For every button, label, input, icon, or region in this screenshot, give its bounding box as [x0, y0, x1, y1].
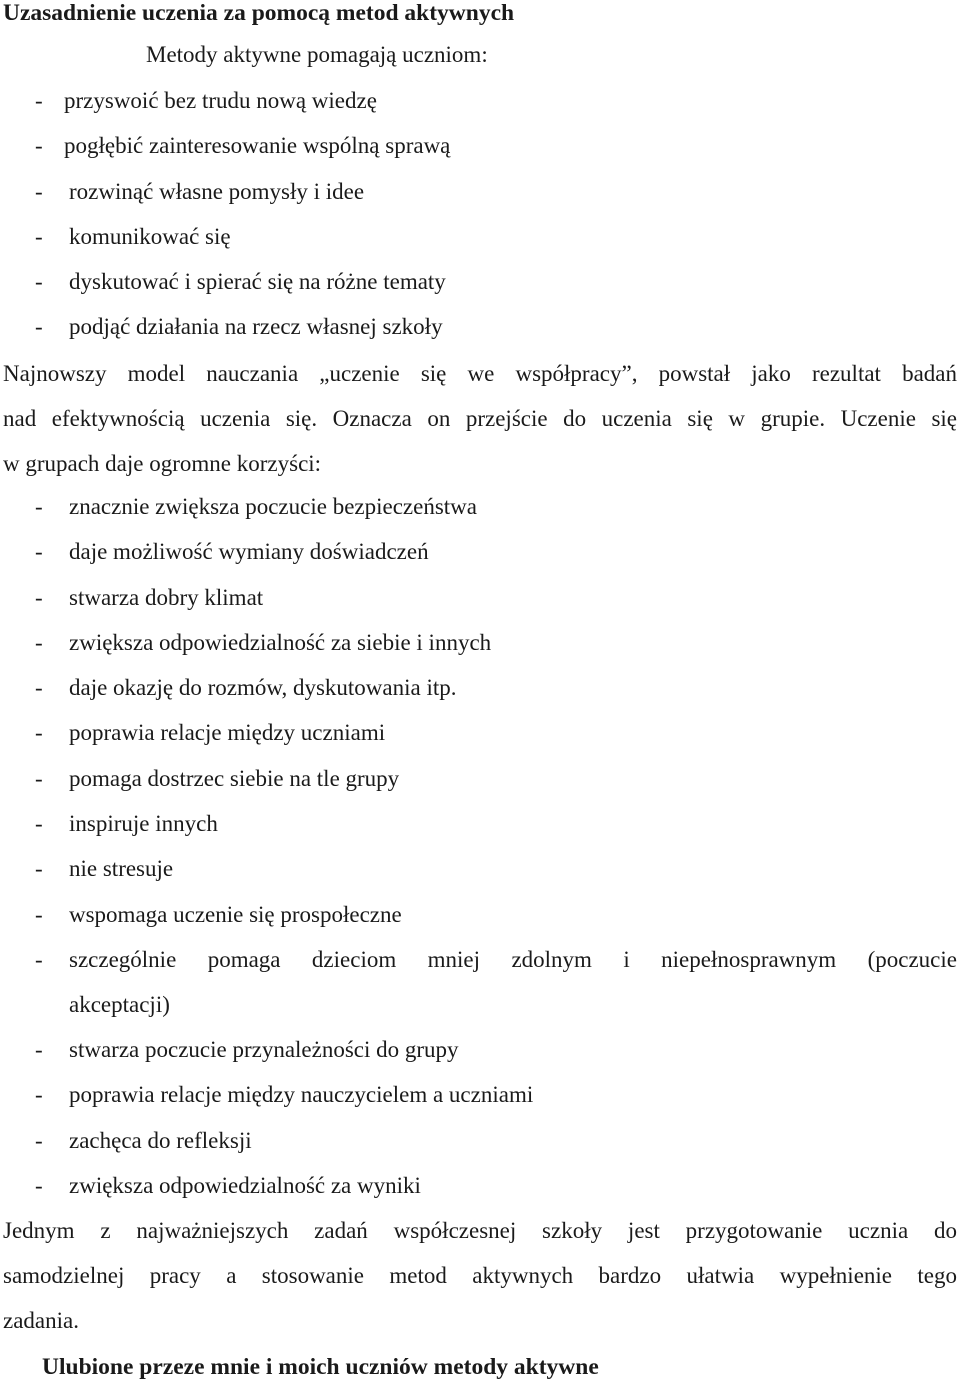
bullet-dash: -	[35, 1082, 43, 1108]
bullet-dash: -	[35, 1127, 43, 1153]
list-item-text: znacznie zwiększa poczucie bezpieczeństwa	[69, 494, 477, 519]
list-item-text: daje możliwość wymiany doświadczeń	[69, 539, 429, 565]
list-item-text: podjąć działania na rzecz własnej szkoły	[69, 314, 443, 340]
list-item	[0, 675, 960, 720]
list-item-text: zwiększa odpowiedzialność za siebie i innych	[69, 629, 492, 655]
list-item-text: inspiruje innych	[69, 811, 218, 837]
bullet-dash: -	[35, 856, 43, 882]
list-item-text: zachęca do refleksji	[69, 1127, 252, 1153]
paragraph-line: w grupach daje ogromne korzyści:	[3, 451, 322, 476]
list-item-text: szczególnie pomaga dzieciom mniej zdolnym i niepełnosprawnym (poczucie	[69, 947, 957, 972]
paragraph-line: Jednym z najważniejszych zadań współczesnej szkoły jest przygotowanie ucznia do	[3, 1218, 957, 1243]
bullet-dash: -	[35, 178, 43, 204]
list-item-text: pomaga dostrzec siebie na tle grupy	[69, 765, 400, 791]
paragraph-line: samodzielnej pracy a stosowanie metod aktywnych bardzo ułatwia wypełnienie tego	[3, 1263, 957, 1288]
list-item-text: dyskutować i spierać się na różne tematy	[69, 269, 446, 295]
bullet-dash: -	[35, 811, 43, 837]
list-item	[0, 766, 960, 811]
list-item	[0, 811, 960, 856]
paragraph-line: nad efektywnością uczenia się. Oznacza on przejście do uczenia się w grupie. Uczenie się	[3, 406, 957, 431]
bullet-dash: -	[35, 269, 43, 295]
list-item-text: poprawia relacje między uczniami	[69, 720, 386, 746]
list-item	[0, 856, 960, 901]
list-item	[0, 630, 960, 675]
intro-line: Metody aktywne pomagają uczniom:	[146, 42, 488, 67]
list-item	[0, 720, 960, 765]
list-item-text: poprawia relacje między nauczycielem a uczniami	[69, 1082, 534, 1108]
document-title: Uzasadnienie uczenia za pomocą metod aktywnych	[3, 0, 515, 26]
list-item-text: rozwinąć własne pomysły i idee	[69, 178, 365, 204]
list-item-text-continuation: akceptacji)	[69, 992, 170, 1017]
paragraph-line: zadania.	[3, 1308, 79, 1333]
list-item-text: przyswoić bez trudu nową wiedzę	[64, 88, 377, 113]
list-item-text: komunikować się	[69, 223, 231, 249]
list-item	[0, 902, 960, 947]
list-item-text: stwarza dobry klimat	[69, 584, 264, 610]
bullet-dash: -	[35, 947, 43, 972]
paragraph-line: Najnowszy model nauczania „uczenie się we współpracy”, powstał jako rezultat badań	[3, 361, 957, 386]
bullet-dash: -	[35, 584, 43, 610]
bullet-dash: -	[35, 720, 43, 746]
bullet-dash: -	[35, 765, 43, 791]
list-item-text: stwarza poczucie przynależności do grupy	[69, 1037, 459, 1062]
list-item-text: wspomaga uczenie się prospołeczne	[69, 901, 402, 927]
bullet-dash: -	[35, 901, 43, 927]
section-subtitle: Ulubione przeze mnie i moich uczniów metody aktywne	[42, 1354, 599, 1380]
bullet-dash: -	[35, 223, 43, 249]
bullet-dash: -	[35, 88, 43, 113]
bullet-dash: -	[35, 1037, 43, 1062]
bullet-dash: -	[35, 494, 43, 519]
list-item-text: zwiększa odpowiedzialność za wyniki	[69, 1172, 421, 1198]
list-item	[0, 539, 960, 584]
benefits-list-group-learning	[0, 494, 960, 947]
list-item	[0, 585, 960, 630]
list-item-text: nie stresuje	[69, 856, 174, 882]
bullet-dash: -	[35, 314, 43, 340]
bullet-dash: -	[35, 675, 43, 701]
list-item-text: pogłębić zainteresowanie wspólną sprawą	[64, 133, 451, 159]
bullet-dash: -	[35, 629, 43, 655]
bullet-dash: -	[35, 1172, 43, 1198]
list-item	[0, 494, 960, 539]
bullet-dash: -	[35, 539, 43, 565]
bullet-dash: -	[35, 133, 43, 159]
list-item-text: daje okazję do rozmów, dyskutowania itp.	[69, 675, 457, 701]
